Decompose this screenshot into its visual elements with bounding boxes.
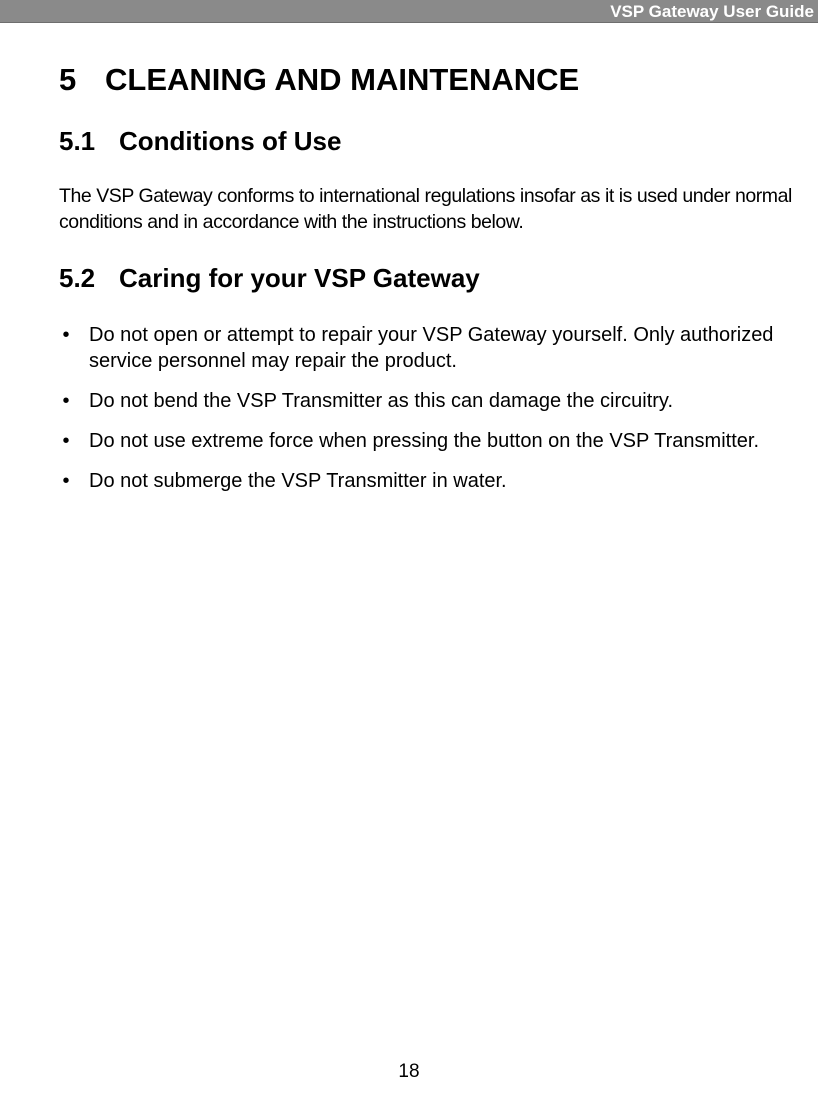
bullet-icon: • bbox=[62, 324, 70, 346]
list-item bbox=[59, 468, 779, 494]
bullet-icon: • bbox=[62, 430, 70, 452]
care-instructions-list bbox=[59, 322, 779, 508]
list-item-text: Do not bend the VSP Transmitter as this can damage the circuitry. bbox=[89, 390, 673, 412]
list-item bbox=[59, 388, 779, 414]
list-item bbox=[59, 322, 779, 374]
chapter-heading bbox=[59, 62, 579, 98]
conditions-paragraph: The VSP Gateway conforms to international regulations insofar as it is used under normal conditions and in accordance with the instructions below. bbox=[59, 185, 792, 233]
list-item-text: Do not open or attempt to repair your VSP Gateway yourself. Only authorized service personnel may repair the product. bbox=[89, 324, 774, 372]
list-item-text: Do not use extreme force when pressing the button on the VSP Transmitter. bbox=[89, 430, 759, 452]
chapter-title: CLEANING AND MAINTENANCE bbox=[105, 62, 580, 97]
page-number: 18 bbox=[398, 1061, 420, 1082]
list-item-text: Do not submerge the VSP Transmitter in water. bbox=[89, 470, 507, 492]
section-heading-caring bbox=[59, 263, 480, 293]
document-title: VSP Gateway User Guide bbox=[610, 2, 814, 21]
chapter-number: 5 bbox=[59, 62, 77, 97]
section-title: Conditions of Use bbox=[119, 126, 342, 156]
running-header bbox=[0, 0, 818, 23]
section-number: 5.2 bbox=[59, 263, 96, 293]
section-number: 5.1 bbox=[59, 126, 96, 156]
bullet-icon: • bbox=[62, 470, 70, 492]
list-item bbox=[59, 428, 779, 454]
section-title: Caring for your VSP Gateway bbox=[119, 263, 480, 293]
bullet-icon: • bbox=[62, 390, 70, 412]
section-heading-conditions-of-use bbox=[59, 126, 341, 156]
